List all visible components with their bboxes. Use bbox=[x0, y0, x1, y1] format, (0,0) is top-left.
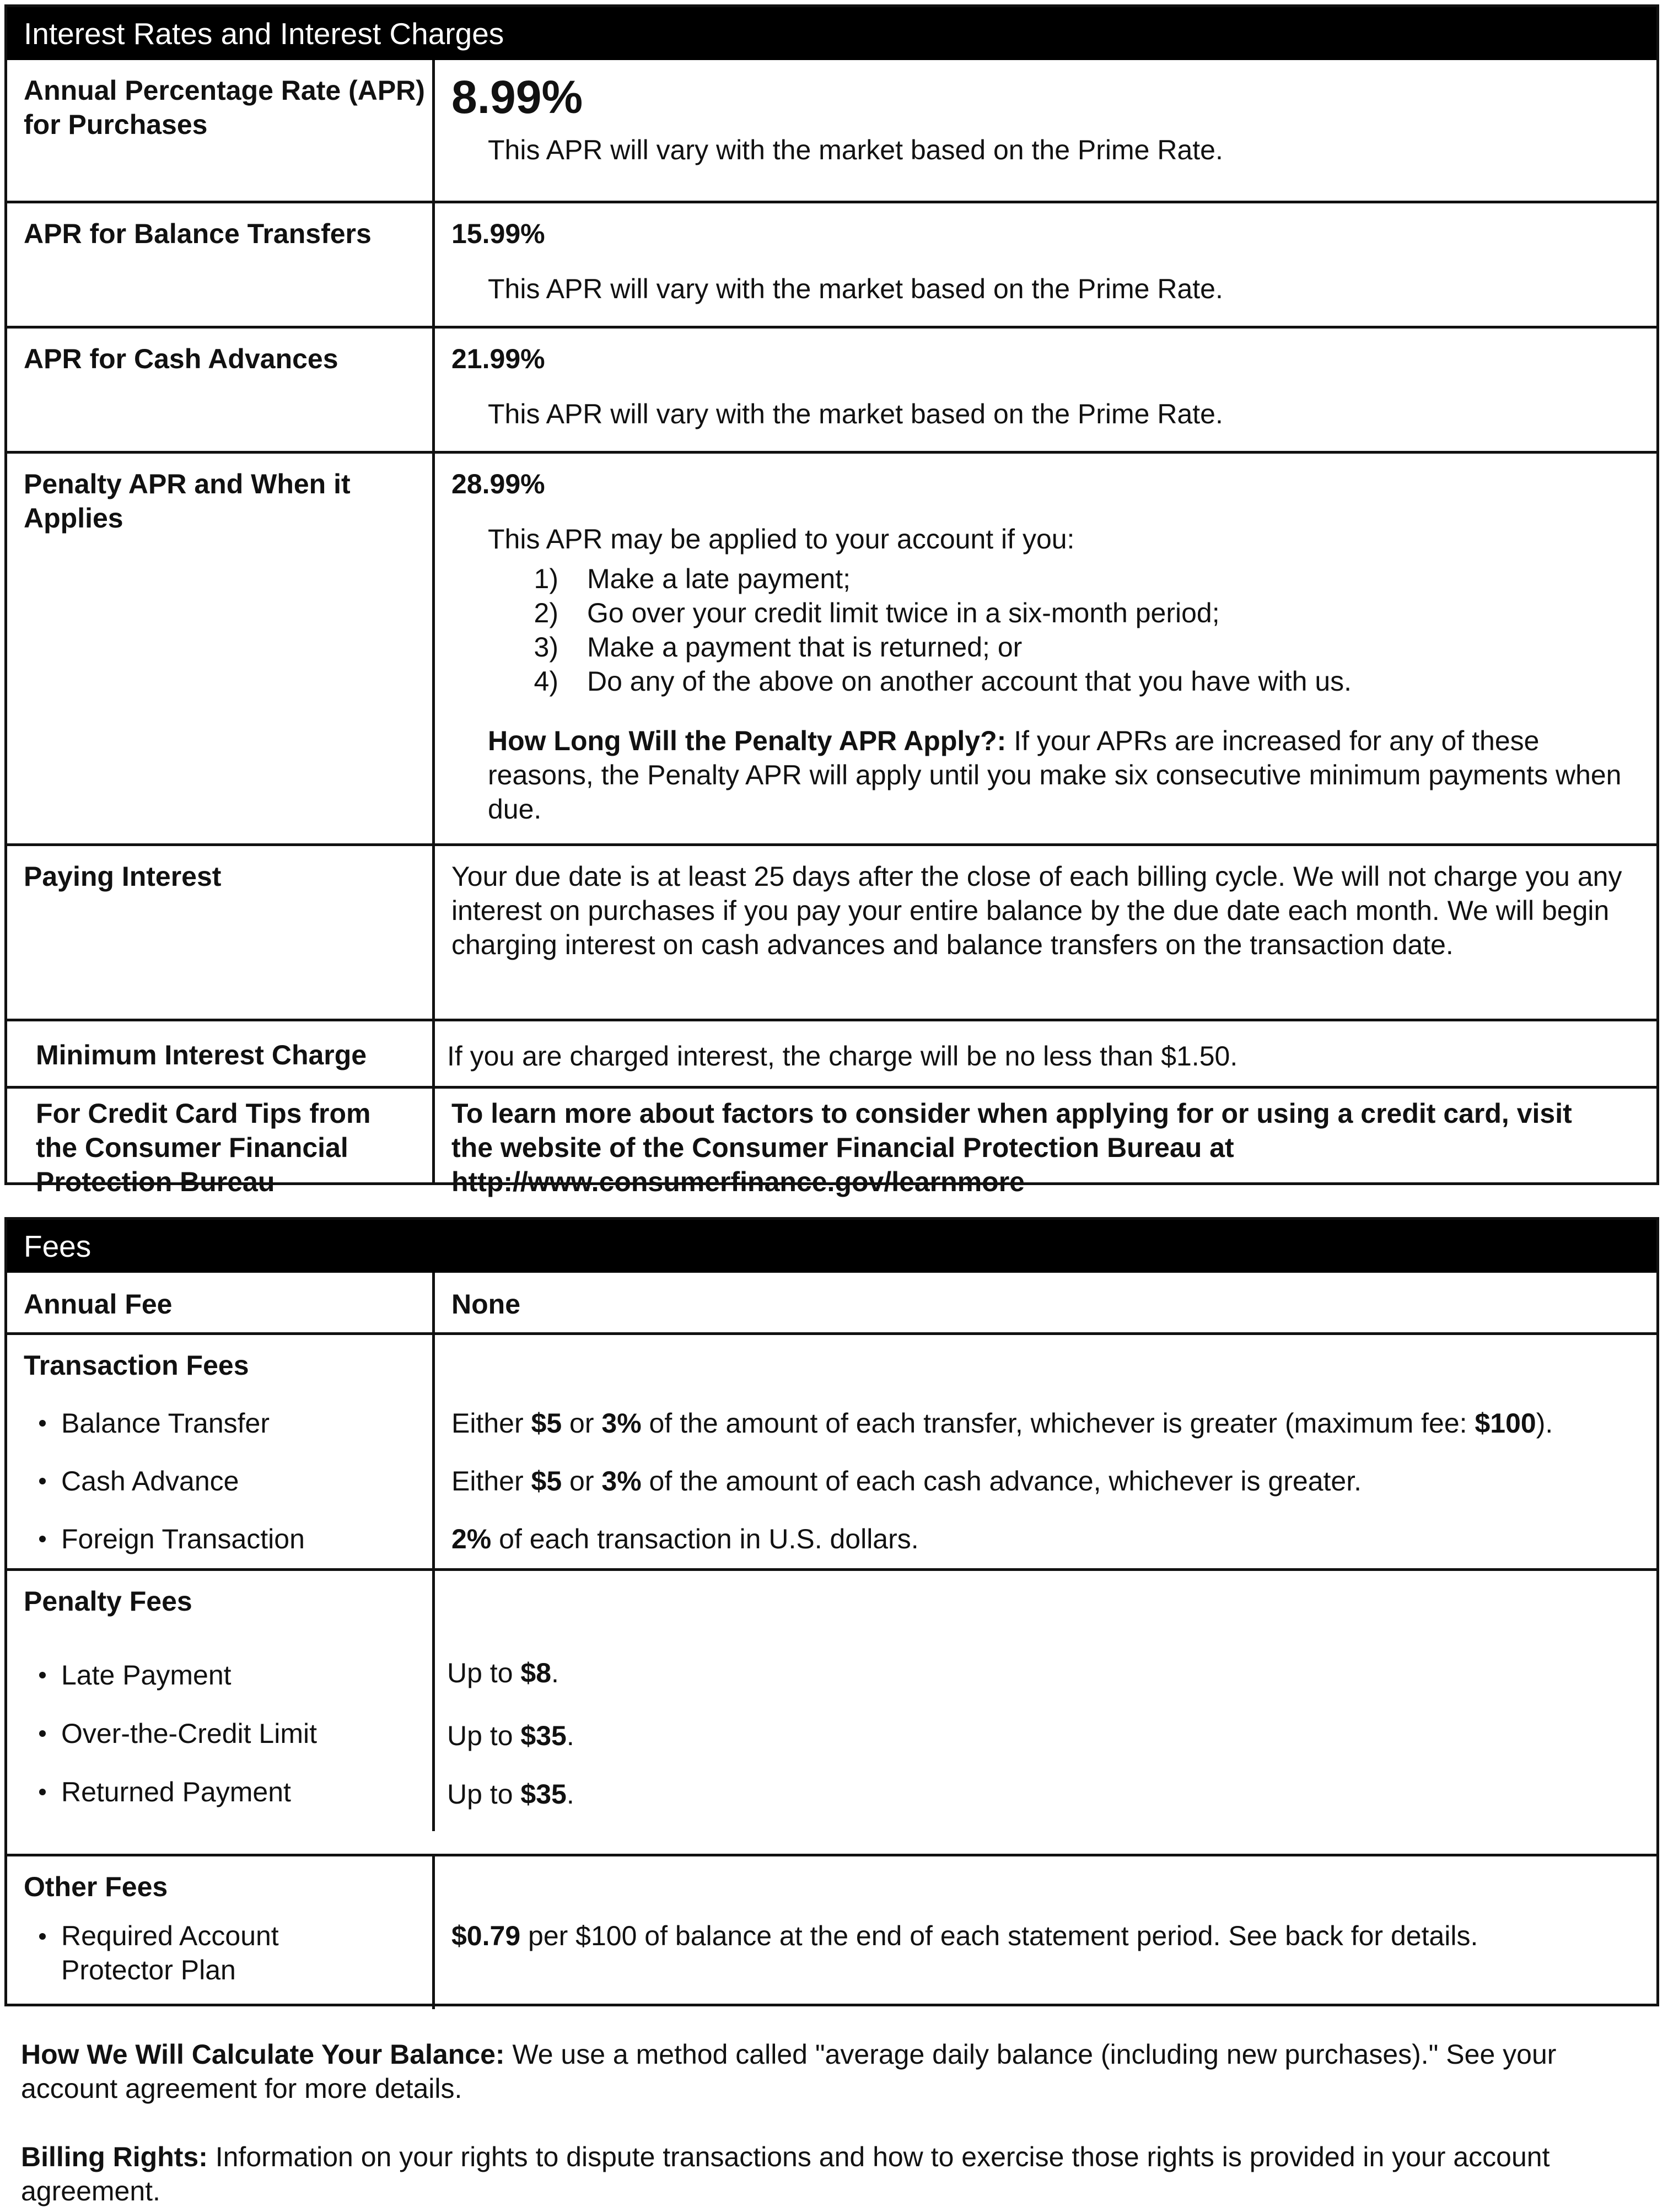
billing-rights-text bbox=[21, 2140, 1647, 2208]
fees-table bbox=[4, 1217, 1659, 2006]
balance-transfer-apr-row bbox=[7, 201, 1656, 326]
returned-payment-fee-label: Returned Payment bbox=[61, 1777, 291, 1807]
transaction-fees-label: Transaction Fees bbox=[7, 1335, 435, 1394]
interest-rates-table bbox=[4, 4, 1659, 1197]
paying-interest-label: Paying Interest bbox=[7, 846, 435, 1019]
penalty-apr-value: 28.99% bbox=[451, 469, 545, 499]
purchase-apr-label: Annual Percentage Rate (APR) for Purchases bbox=[7, 60, 435, 201]
bullet-icon bbox=[39, 1536, 46, 1542]
annual-fee-label: Annual Fee bbox=[7, 1273, 435, 1332]
foreign-transaction-fee-text: 2% of each transaction in U.S. dollars. bbox=[451, 1524, 919, 1554]
fees-title: Fees bbox=[7, 1220, 1656, 1273]
list-item: 4) Do any of the above on another account that you have with us. bbox=[534, 666, 1352, 697]
list-item: 2) Go over your credit limit twice in a six-month period; bbox=[534, 598, 1220, 628]
minimum-interest-row bbox=[7, 1019, 1656, 1086]
interest-rates-title: Interest Rates and Interest Charges bbox=[7, 7, 1656, 60]
cash-advance-apr-value: 21.99% bbox=[451, 343, 545, 374]
other-fees-label: Other Fees bbox=[7, 1856, 435, 1915]
cfpb-row bbox=[7, 1086, 1656, 1197]
balance-transfer-apr-note: This APR will vary with the market based on the Prime Rate. bbox=[488, 273, 1223, 304]
penalty-apr-label: Penalty APR and When it Applies bbox=[7, 454, 435, 843]
over-limit-fee-text: Up to $35. bbox=[447, 1720, 574, 1751]
balance-transfer-apr-label: APR for Balance Transfers bbox=[7, 203, 435, 326]
penalty-apr-row bbox=[7, 451, 1656, 843]
account-protector-fee-label: Required Account Protector Plan bbox=[61, 1920, 279, 1985]
purchase-apr-value: 8.99% bbox=[451, 71, 583, 123]
penalty-duration-text bbox=[451, 724, 1629, 826]
over-limit-fee-row bbox=[7, 1714, 1656, 1773]
cash-advance-apr-note: This APR will vary with the market based on the Prime Rate. bbox=[488, 399, 1223, 429]
balance-transfer-fee-row bbox=[7, 1394, 1656, 1453]
late-payment-fee-label: Late Payment bbox=[61, 1660, 232, 1691]
cash-advance-fee-text: Either $5 or 3% of the amount of each cash advance, whichever is greater. bbox=[451, 1466, 1362, 1497]
transaction-fees-row bbox=[7, 1332, 1656, 1568]
annual-fee-value: None bbox=[451, 1289, 520, 1320]
cash-advance-fee-label: Cash Advance bbox=[61, 1466, 239, 1497]
penalty-fees-row bbox=[7, 1568, 1656, 1854]
paying-interest-row bbox=[7, 843, 1656, 1019]
bullet-icon bbox=[39, 1672, 46, 1678]
cash-advance-apr-row bbox=[7, 326, 1656, 451]
bullet-icon bbox=[39, 1730, 46, 1737]
penalty-apr-intro: This APR may be applied to your account if you: bbox=[488, 524, 1075, 555]
balance-calculation-label: How We Will Calculate Your Balance: bbox=[21, 2039, 505, 2070]
cash-advance-fee-row bbox=[7, 1453, 1656, 1512]
late-payment-fee-text: Up to $8. bbox=[447, 1657, 559, 1688]
balance-transfer-apr-value: 15.99% bbox=[451, 218, 545, 249]
account-protector-fee-text: $0.79 per $100 of balance at the end of each statement period. See back for details. bbox=[451, 1920, 1478, 1951]
account-protector-fee-row bbox=[7, 1915, 1656, 2009]
minimum-interest-label: Minimum Interest Charge bbox=[7, 1021, 435, 1086]
bullet-icon bbox=[39, 1933, 46, 1940]
returned-payment-fee-row bbox=[7, 1773, 1656, 1831]
purchase-apr-note: This APR will vary with the market based on the Prime Rate. bbox=[488, 134, 1223, 165]
billing-rights-body: Information on your rights to dispute transactions and how to exercise those rights is provided in your account agreement. bbox=[21, 2141, 1550, 2206]
cfpb-label: For Credit Card Tips from the Consumer Financial Protection Bureau bbox=[7, 1089, 435, 1185]
foreign-transaction-fee-row bbox=[7, 1512, 1656, 1571]
other-fees-row bbox=[7, 1854, 1656, 2009]
paying-interest-text: Your due date is at least 25 days after the close of each billing cycle. We will not charge you any interest on purchases if you pay your entire balance by the due date each month. We will begin charging interest on cash advances and balance transfers on the transaction date. bbox=[451, 861, 1622, 960]
penalty-duration-label: How Long Will the Penalty APR Apply?: bbox=[488, 725, 1007, 756]
balance-calculation-text bbox=[21, 2037, 1647, 2106]
list-item: 3) Make a payment that is returned; or bbox=[534, 632, 1023, 663]
penalty-fees-label: Penalty Fees bbox=[7, 1571, 435, 1656]
list-item: 1) Make a late payment; bbox=[534, 563, 851, 594]
bullet-icon bbox=[39, 1789, 46, 1795]
minimum-interest-text: If you are charged interest, the charge will be no less than $1.50. bbox=[447, 1041, 1238, 1072]
penalty-duration-body: If your APRs are increased for any of these reasons, the Penalty APR will apply until you make six consecutive minimum payments when due. bbox=[488, 725, 1622, 825]
foreign-transaction-fee-label: Foreign Transaction bbox=[61, 1524, 305, 1554]
purchase-apr-row bbox=[7, 60, 1656, 201]
annual-fee-row bbox=[7, 1273, 1656, 1332]
returned-payment-fee-text: Up to $35. bbox=[447, 1779, 574, 1810]
cash-advance-apr-label: APR for Cash Advances bbox=[7, 329, 435, 451]
bullet-icon bbox=[39, 1420, 46, 1427]
balance-transfer-fee-text: Either $5 or 3% of the amount of each transfer, whichever is greater (maximum fee: $100). bbox=[451, 1408, 1553, 1439]
over-limit-fee-label: Over-the-Credit Limit bbox=[61, 1718, 317, 1749]
balance-transfer-fee-label: Balance Transfer bbox=[61, 1408, 270, 1439]
billing-rights-label: Billing Rights: bbox=[21, 2141, 208, 2172]
late-payment-fee-row bbox=[7, 1656, 1656, 1714]
bullet-icon bbox=[39, 1478, 46, 1484]
penalty-conditions-list bbox=[488, 562, 1629, 698]
cfpb-text: To learn more about factors to consider when applying for or using a credit card, visit the website of the Consumer Financial Protection Bureau at http://www.consumerfinance.gov/learnmore bbox=[451, 1098, 1572, 1197]
balance-calculation-body: We use a method called "average daily balance (including new purchases)." See your account agreement for more details. bbox=[21, 2039, 1557, 2104]
